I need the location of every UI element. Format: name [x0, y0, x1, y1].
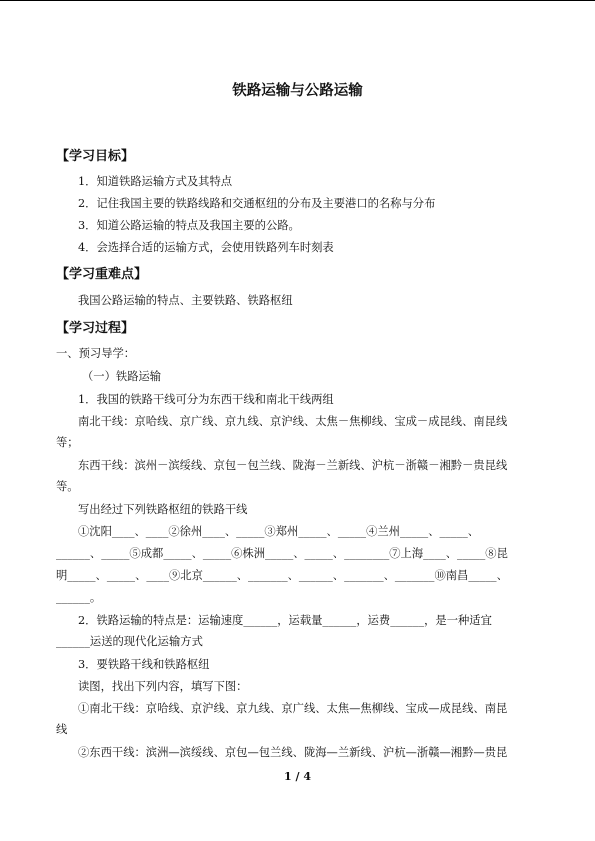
- goal-item: 1．知道铁路运输方式及其特点: [78, 175, 233, 188]
- body-line: ②东西干线：滨洲—滨绥线、京包—包兰线、陇海—兰新线、沪杭—浙赣—湘黔—贵昆: [78, 746, 508, 759]
- goal-item: 4．会选择合适的运输方式，会使用铁路列车时刻表: [78, 241, 334, 254]
- body-line: 等；: [56, 436, 79, 449]
- goals-heading: 【学习目标】: [56, 149, 135, 164]
- goal-item: 3．知道公路运输的特点及我国主要的公路。: [78, 219, 300, 232]
- header-rule: [0, 0, 595, 1]
- body-line: 写出经过下列铁路枢纽的铁路干线: [78, 503, 248, 516]
- body-line: 2．铁路运输的特点是：运输速度______，运载量______，运费______，是一种适宜: [78, 614, 492, 627]
- body-line: ______。: [56, 591, 102, 604]
- body-line: 读图，找出下列内容，填写下图：: [78, 680, 248, 693]
- process-heading: 【学习过程】: [56, 321, 135, 336]
- body-line: ______、_____⑤成都_____、_____⑥株洲_____、_____、________⑦上海____、_____⑧昆: [56, 547, 508, 560]
- body-line: 线: [56, 723, 68, 736]
- key-text: 我国公路运输的特点、主要铁路、铁路枢纽: [78, 294, 293, 307]
- body-line: ______运送的现代化运输方式: [56, 635, 203, 648]
- page-number: 1 / 4: [284, 770, 311, 783]
- body-line: 1．我国的铁路干线可分为东西干线和南北干线两组: [78, 393, 334, 406]
- goal-item: 2．记住我国主要的铁路线路和交通枢纽的分布及主要港口的名称与分布: [78, 197, 436, 210]
- body-line: ①南北干线：京哈线、京沪线、京九线、京广线、太焦—焦柳线、宝成—成昆线、南昆: [78, 702, 508, 715]
- body-line: ①沈阳____、____②徐州____、_____③郑州_____、_____④兰州_____、_____、: [78, 525, 480, 538]
- body-line: 3．要铁路干线和铁路枢纽: [78, 658, 210, 671]
- page-title: 铁路运输与公路运输: [232, 83, 363, 99]
- body-line: 南北干线：京哈线、京广线、京九线、京沪线、太焦－焦柳线、宝成－成昆线、南昆线: [78, 415, 508, 428]
- key-heading: 【学习重难点】: [56, 267, 148, 282]
- body-line: （一）铁路运输: [82, 370, 162, 383]
- body-line: 等。: [56, 480, 79, 493]
- body-line: 东西干线：滨州－滨绥线、京包－包兰线、陇海－兰新线、沪杭－浙赣－湘黔－贵昆线: [78, 459, 508, 472]
- body-line: 一、预习导学：: [56, 347, 136, 360]
- body-line: 明_____、_____、____⑨北京______、_______、______、_______、_______⑩南昌_____、: [56, 569, 508, 582]
